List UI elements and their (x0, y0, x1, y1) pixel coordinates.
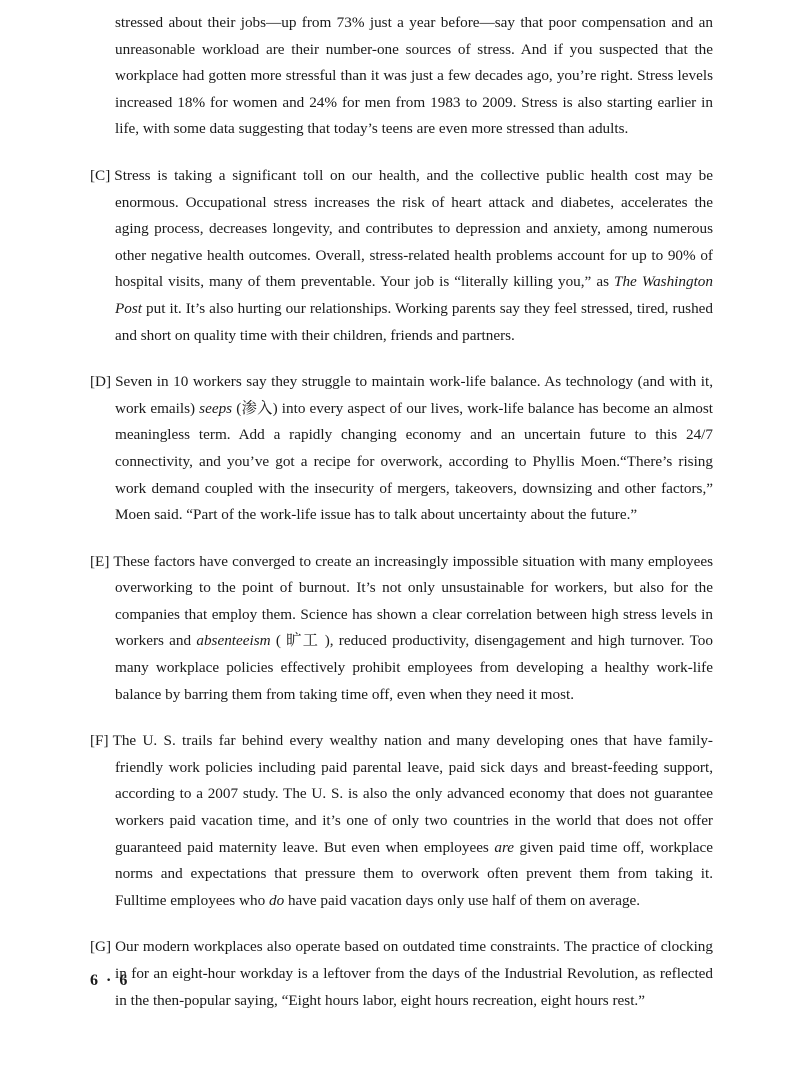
italic-term: seeps (199, 399, 233, 417)
paragraph-label: [C] (90, 166, 111, 184)
paragraph-label: [F] (90, 732, 109, 750)
paragraph-d (90, 369, 713, 529)
italic-term: The Washington Post (115, 273, 713, 317)
paragraph-text: given paid time off, workplace norms and expectations that pressure them to overwork often prevent them from taking it. Fulltime employees who (115, 838, 713, 909)
paragraph-text: These factors have converged to create an increasingly impossible situation with many employees overworking to the point of burnout. It’s not only unsustainable for workers, but also for the companies that employ them. Science has shown a clear correlation between high stress levels in workers and (113, 552, 713, 650)
paragraph-label: [D] (90, 373, 112, 391)
paragraph-text: (渗入) into every aspect of our lives, work-life balance has become an almost meaningless term. Add a rapidly changing economy and an uncertain future to this 24/7 connectivity, and you’ve got a recipe for overwork, according to Phyllis Moen.“There’s rising work demand coupled with the insecurity of mergers, takeovers, downsizing and other factors,” Moen said. “Part of the work-life issue has to talk about uncertainty about the future.” (115, 399, 713, 524)
paragraph-f (90, 728, 713, 914)
paragraph-label: [G] (90, 938, 112, 956)
paragraph-c (90, 163, 713, 349)
paragraph-text: put it. It’s also hurting our relationships. Working parents say they feel stressed, tired, rushed and short on quality time with their children, friends and partners. (115, 299, 713, 344)
italic-term: do (268, 891, 285, 909)
italic-term: are (494, 838, 515, 856)
paragraph-text: stressed about their jobs—up from 73% just a year before—say that poor compensation and an unreasonable workload are their number-one sources of stress. And if you suspected that the workplace had gotten more stressful than it was just a few decades ago, you’re right. Stress levels increased 18% for women and 24% for men from 1983 to 2009. Stress is also starting earlier in life, with some data suggesting that today’s teens are even more stressed than adults. (115, 14, 713, 138)
paragraph-e (90, 549, 713, 709)
paragraph-text: ( 旷工 ), reduced productivity, disengagement and high turnover. Too many workplace policies effectively prohibit employees from developing a healthy work-life balance by barring them from taking time off, even when they need it most. (115, 632, 713, 703)
paragraph-text: The U. S. trails far behind every wealthy nation and many developing ones that have family-friendly work policies including paid parental leave, paid sick days and breast-feeding support, according to a 2007 study. The U. S. is also the only advanced economy that does not guarantee workers paid vacation time, and it’s one of only two countries in the world that does not offer guaranteed paid maternity leave. But even when employees (112, 732, 713, 856)
paragraph-text: Seven in 10 workers say they struggle to maintain work-life balance. As technology (and with it, work emails) (115, 373, 713, 417)
italic-term: absenteeism (196, 632, 271, 650)
paragraph-continued (90, 10, 713, 143)
paragraph-g (90, 934, 713, 1014)
article-body (90, 10, 713, 1034)
paragraph-label: [E] (90, 552, 110, 570)
paragraph-text: Our modern workplaces also operate based on outdated time constraints. The practice of clocking in for an eight-hour workday is a leftover from the days of the Industrial Revolution, as reflected in the then-popular saying, “Eight hours labor, eight hours recreation, eight hours rest.” (115, 938, 713, 1009)
page-number: 6 · 6 (90, 972, 130, 989)
paragraph-text: have paid vacation days only use half of them on average. (284, 891, 641, 909)
paragraph-text: Stress is taking a significant toll on our health, and the collective public health cost may be enormous. Occupational stress increases the risk of heart attack and diabetes, accelerates the aging process, decreases longevity, and contributes to depression and anxiety, among numerous other negative health outcomes. Overall, stress-related health problems account for up to 90% of hospital visits, many of them preventable. Your job is “literally killing you,” as (114, 166, 713, 291)
